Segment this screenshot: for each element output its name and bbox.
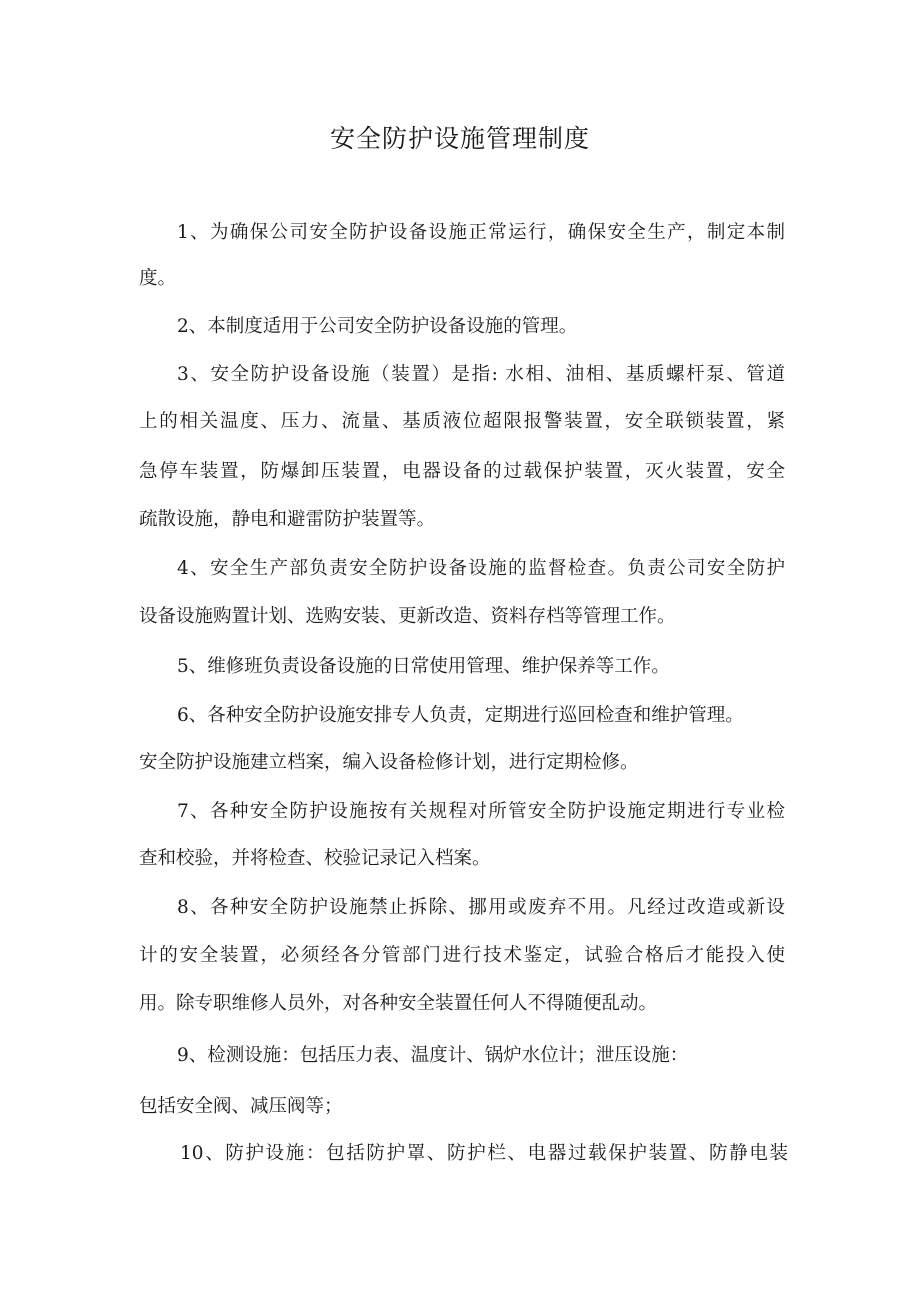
paragraph-6-line-1: 6、各种安全防护设施安排专人负责，定期进行巡回检查和维护管理。 — [177, 705, 744, 726]
paragraph-7-line-1: 7、各种安全防护设施按有关规程对所管安全防护设施定期进行专业检 — [177, 801, 785, 822]
document-title: 安全防护设施管理制度 — [329, 124, 590, 153]
paragraph-6-line-2: 安全防护设施建立档案，编入设备检修计划，进行定期检修。 — [139, 752, 639, 773]
paragraph-7-line-2: 查和校验，并将检查、校验记录记入档案。 — [139, 848, 491, 869]
paragraph-9-line-2: 包括安全阀、减压阀等； — [139, 1096, 343, 1117]
paragraph-8-line-1: 8、各种安全防护设施禁止拆除、挪用或废弃不用。凡经过改造或新设 — [177, 897, 785, 918]
paragraph-3-line-4: 疏散设施，静电和避雷防护装置等。 — [139, 509, 436, 530]
paragraph-3-line-2: 上的相关温度、压力、流量、基质液位超限报警装置，安全联锁装置，紧 — [139, 411, 785, 432]
paragraph-3-line-3: 急停车装置，防爆卸压装置，电器设备的过载保护装置，灭火装置，安全 — [139, 461, 785, 482]
paragraph-4-line-1: 4、安全生产部负责安全防护设备设施的监督检查。负责公司安全防护 — [177, 558, 785, 579]
paragraph-3-line-1: 3、安全防护设备设施（装置）是指: 水相、油相、基质螺杆泵、管道 — [177, 364, 785, 385]
paragraph-5-line-1: 5、维修班负责设备设施的日常使用管理、维护保养等工作。 — [177, 656, 670, 677]
paragraph-2-line-1: 2、本制度适用于公司安全防护设备设施的管理。 — [177, 316, 578, 337]
paragraph-1-line-2: 度。 — [139, 268, 177, 289]
paragraph-1-line-1: 1、为确保公司安全防护设备设施正常运行，确保安全生产，制定本制 — [177, 222, 785, 243]
paragraph-10-line-1: 10、防护设施：包括防护罩、防护栏、电器过载保护装置、防静电装 — [180, 1143, 788, 1164]
paragraph-8-line-3: 用。除专职维修人员外，对各种安全装置任何人不得随便乱动。 — [139, 993, 658, 1014]
paragraph-4-line-2: 设备设施购置计划、选购安装、更新改造、资料存档等管理工作。 — [139, 606, 676, 627]
paragraph-9-line-1: 9、检测设施：包括压力表、温度计、锅炉水位计；泄压设施： — [177, 1045, 689, 1066]
paragraph-8-line-2: 计的安全装置，必须经各分管部门进行技术鉴定，试验合格后才能投入使 — [139, 945, 785, 966]
